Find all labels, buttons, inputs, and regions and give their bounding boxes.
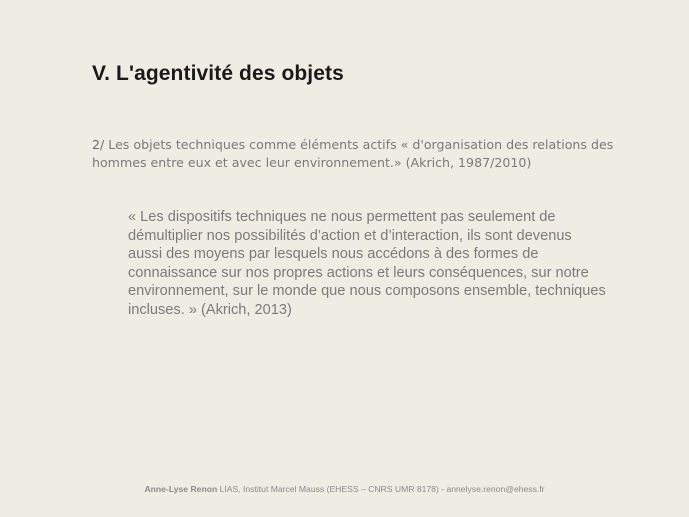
slide-title: V. L'agentivité des objets — [92, 62, 344, 85]
footer-affiliation: LIAS, Institut Marcel Mauss (EHESS – CNRS UMR 8178) - — [217, 484, 447, 494]
subtitle-text: Les objets techniques comme éléments actifs « d'organisation des relations des hommes entre eux et avec leur environnement.» (Akrich, 1987/2010) — [92, 137, 614, 170]
subtitle-number: 2/ — [92, 137, 105, 152]
footer-email: annelyse.renon@ehess.fr — [446, 484, 545, 494]
slide-subtitle — [92, 136, 622, 172]
footer-author: Anne-Lyse Renon — [144, 484, 218, 494]
quote-block: « Les dispositifs techniques ne nous permettent pas seulement de démultiplier nos possibilités d’action et d’interaction, ils sont devenus aussi des moyens par lesquels nous accédons à des formes de connaissance sur nos propres actions et leurs conséquences, sur notre environnement, sur le monde que nous composons ensemble, techniques incluses. » (Akrich, 2013) — [128, 209, 606, 318]
slide-footer — [0, 484, 689, 494]
